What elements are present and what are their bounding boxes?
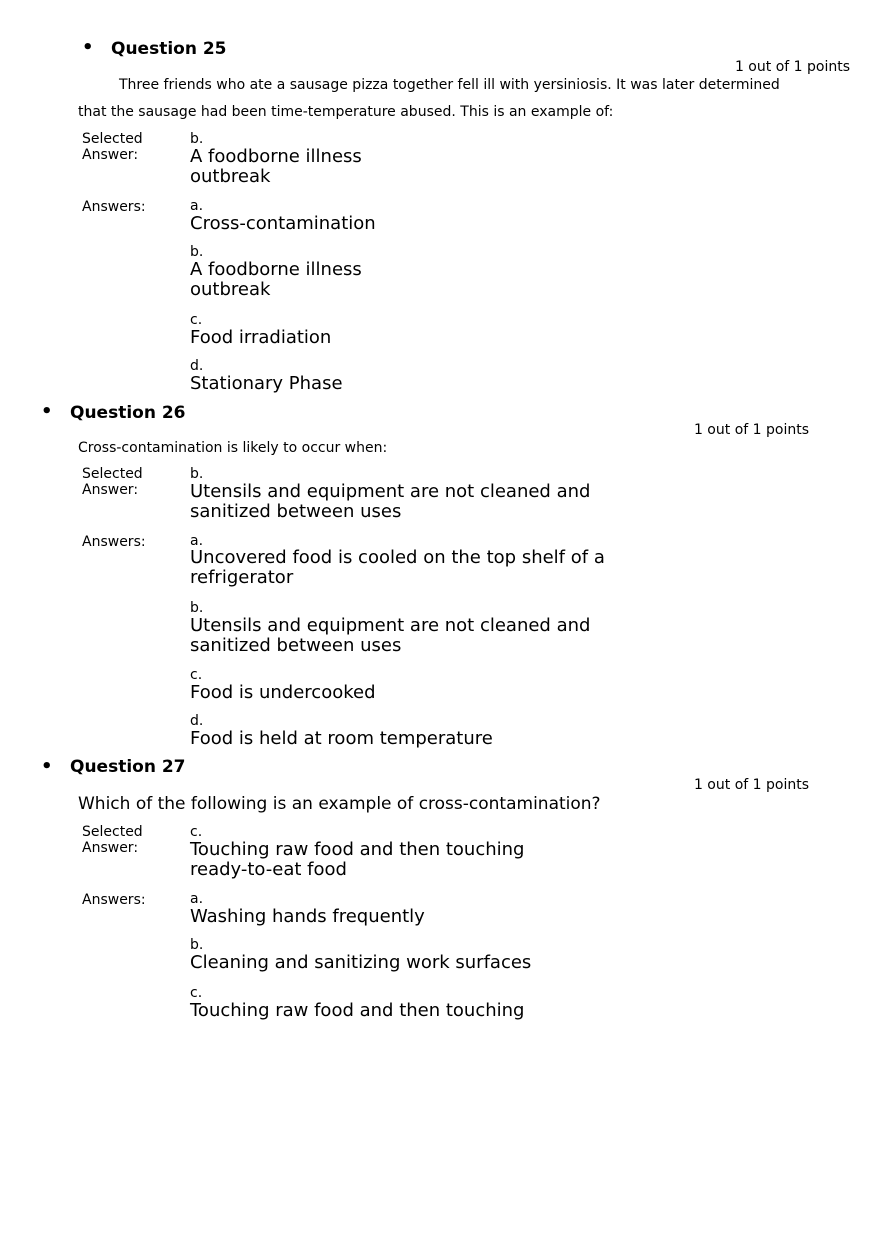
answer-option-text: Uncovered food is cooled on the top shelf of a refrigerator	[190, 547, 605, 588]
selected-answer-text: A foodborne illness outbreak	[190, 146, 362, 187]
answer-option-text: Food irradiation	[190, 327, 332, 348]
selected-answer-label: Selected Answer:	[82, 824, 143, 856]
answers-label: Answers:	[82, 892, 146, 908]
answer-option-text: Cross-contamination	[190, 213, 376, 234]
answer-option-text: Touching raw food and then touching	[190, 1000, 525, 1021]
question-title: Question 27	[70, 757, 186, 777]
selected-answer-letter: b.	[190, 131, 204, 147]
answer-option-letter: a.	[190, 533, 204, 549]
question-title: Question 25	[111, 39, 227, 59]
selected-answer-letter: b.	[190, 466, 204, 482]
answer-option-text: Cleaning and sanitizing work surfaces	[190, 952, 532, 973]
question-text-line: Three friends who ate a sausage pizza together fell ill with yersiniosis. It was later determined	[119, 77, 780, 93]
answer-option-text: Stationary Phase	[190, 373, 343, 394]
answer-option-text: A foodborne illness outbreak	[190, 259, 362, 300]
answer-option-letter: c.	[190, 312, 203, 328]
selected-answer-letter: c.	[190, 824, 203, 840]
answer-option-letter: c.	[190, 985, 203, 1001]
question-title: Question 26	[70, 403, 186, 423]
list-bullet: •	[41, 401, 53, 422]
answer-option-letter: d.	[190, 358, 204, 374]
answer-option-letter: b.	[190, 244, 204, 260]
question-text-line: that the sausage had been time-temperature abused. This is an example of:	[78, 104, 614, 120]
answer-option-letter: b.	[190, 600, 204, 616]
list-bullet: •	[82, 37, 94, 58]
answer-option-text: Utensils and equipment are not cleaned and sanitized between uses	[190, 615, 591, 656]
list-bullet: •	[41, 756, 53, 777]
answer-option-text: Food is undercooked	[190, 682, 376, 703]
selected-answer-text: Touching raw food and then touching ready-to-eat food	[190, 839, 525, 880]
answers-label: Answers:	[82, 199, 146, 215]
points-label: 1 out of 1 points	[734, 59, 850, 75]
answer-option-letter: a.	[190, 891, 204, 907]
answer-option-text: Washing hands frequently	[190, 906, 425, 927]
points-label: 1 out of 1 points	[693, 777, 809, 793]
answer-option-letter: c.	[190, 667, 203, 683]
selected-answer-label: Selected Answer:	[82, 466, 143, 498]
answers-label: Answers:	[82, 534, 146, 550]
selected-answer-label: Selected Answer:	[82, 131, 143, 163]
points-label: 1 out of 1 points	[693, 422, 809, 438]
answer-option-text: Food is held at room temperature	[190, 728, 493, 749]
question-text-line: Which of the following is an example of cross-contamination?	[78, 794, 601, 814]
answer-option-letter: a.	[190, 198, 204, 214]
question-text-line: Cross-contamination is likely to occur when:	[78, 440, 388, 456]
answer-option-letter: d.	[190, 713, 204, 729]
selected-answer-text: Utensils and equipment are not cleaned and sanitized between uses	[190, 481, 591, 522]
answer-option-letter: b.	[190, 937, 204, 953]
